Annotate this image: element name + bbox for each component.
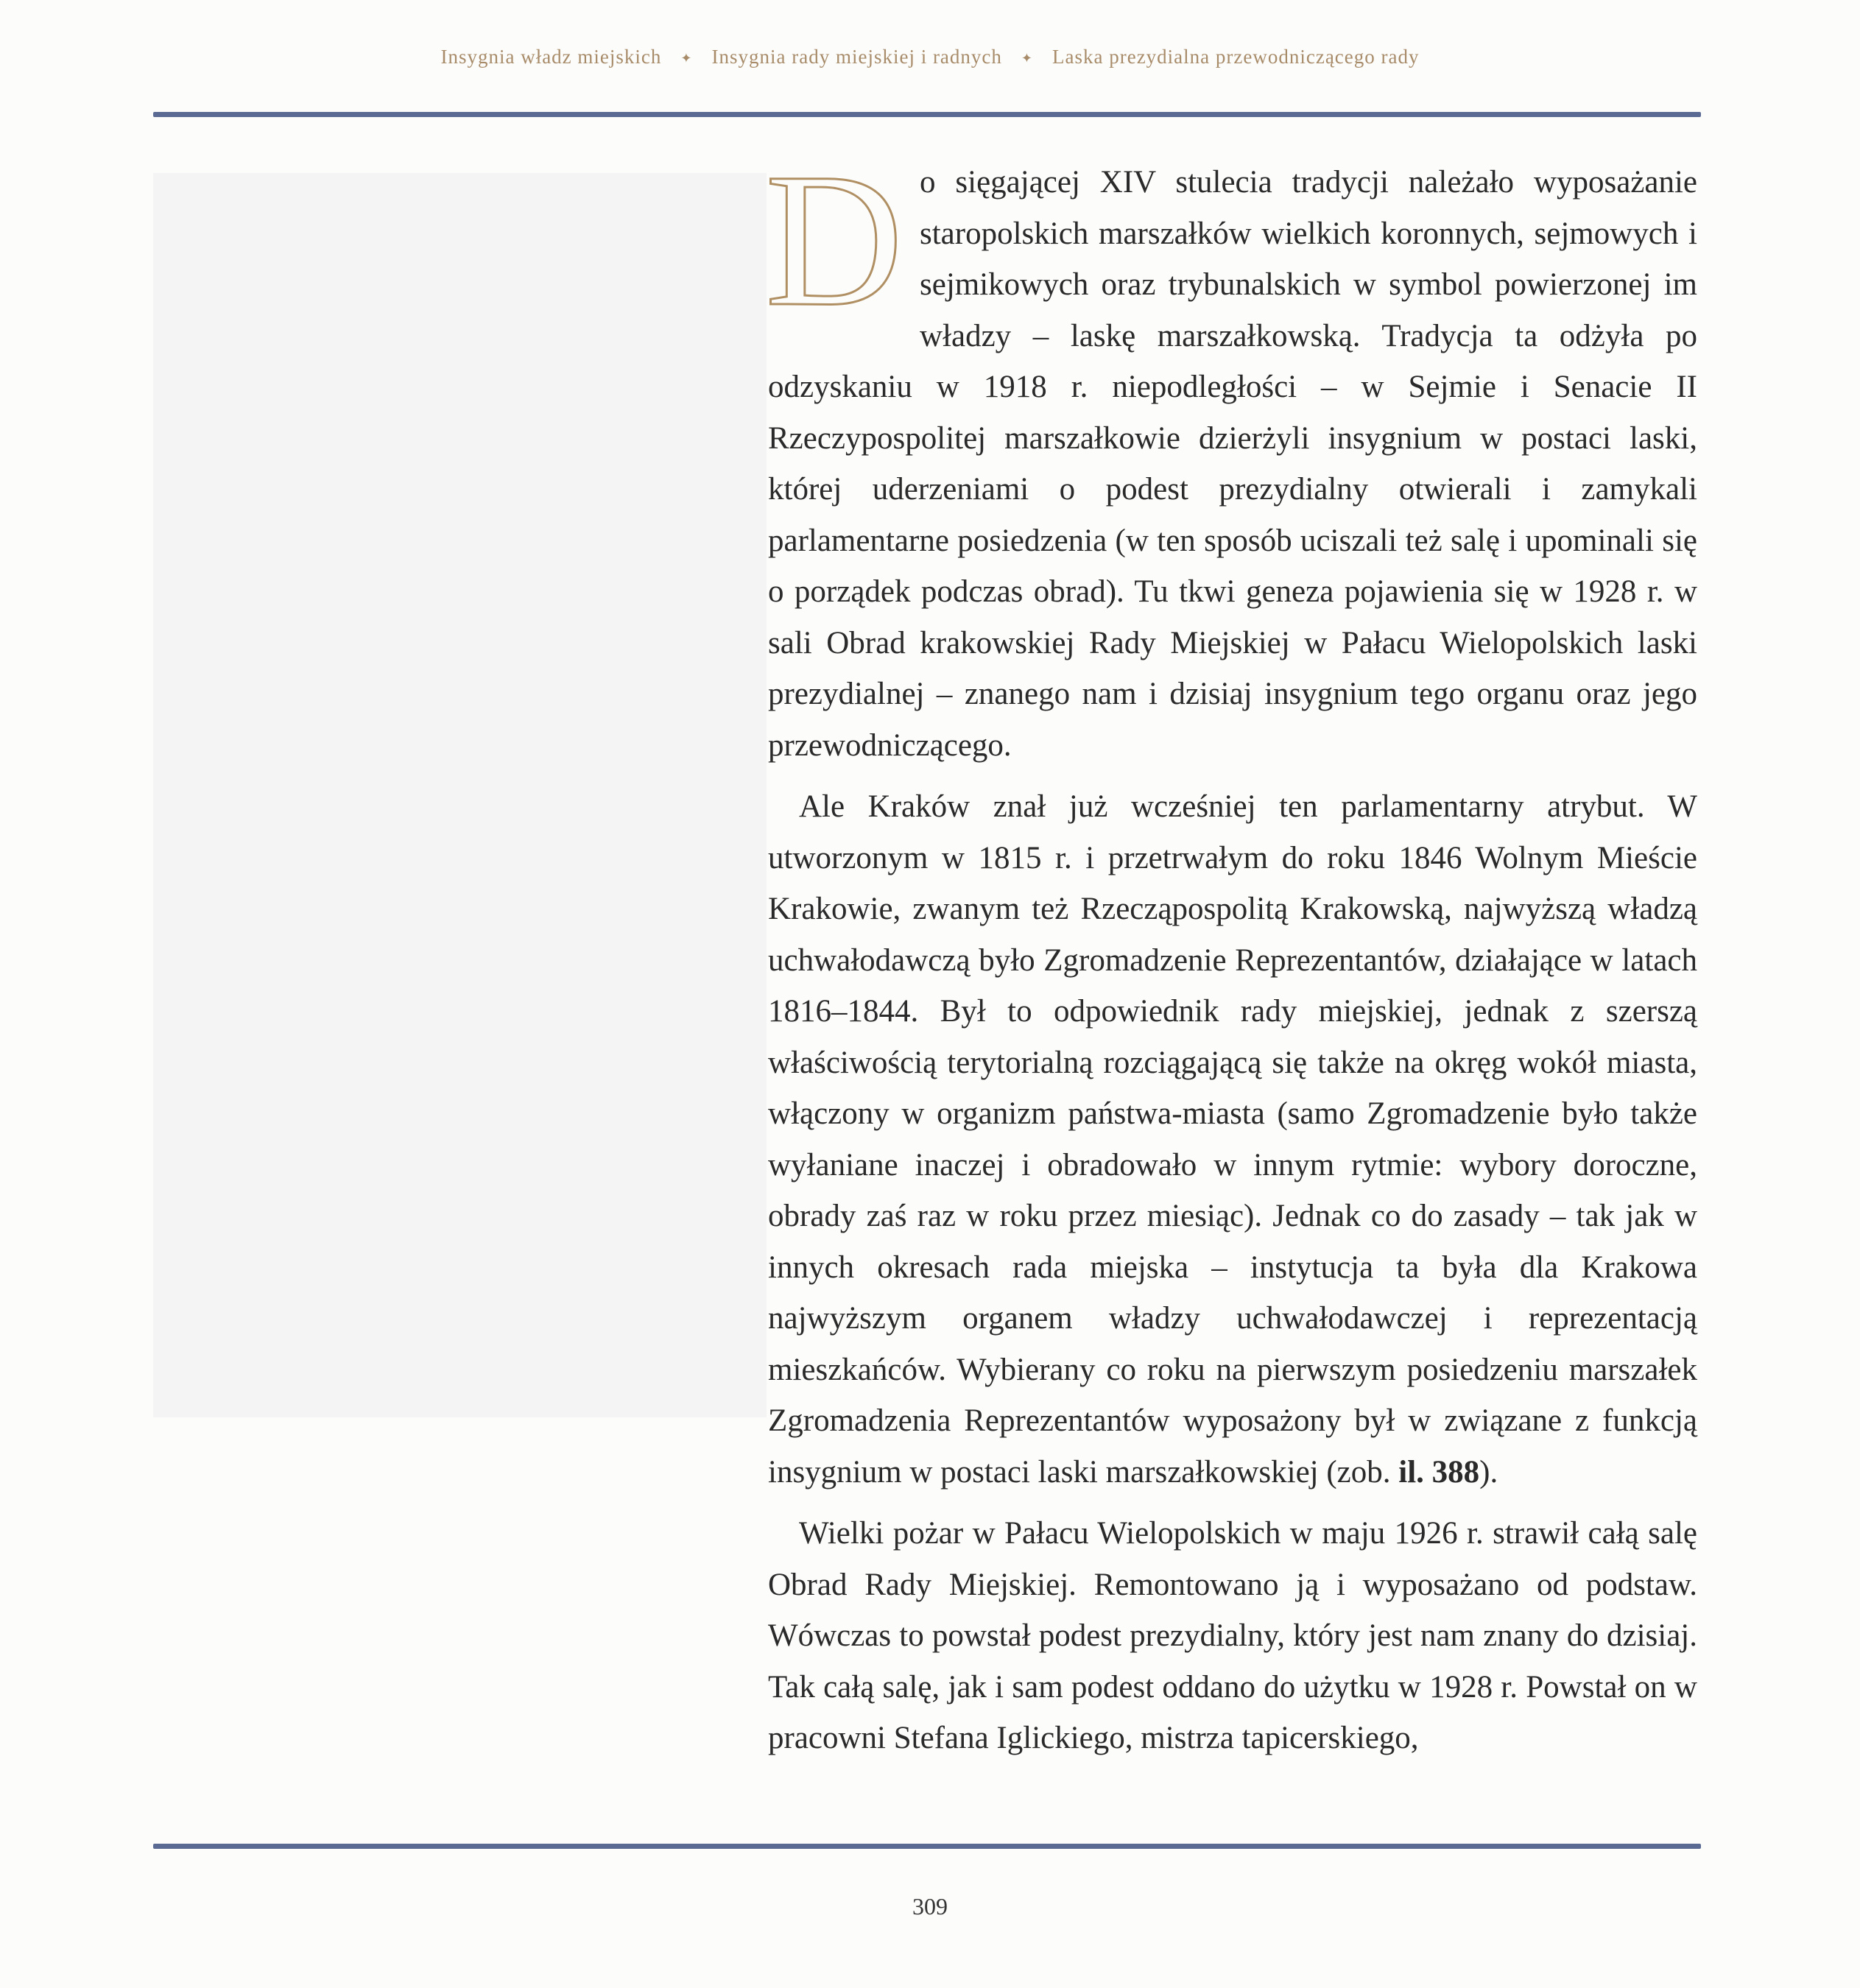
paragraph-3-text: Wielki pożar w Pałacu Wielopolskich w maju 1926 r. strawił całą salę Obrad Rady Miejskiej. Remontowano ją i wyposażano od podstaw. Wówczas to powstał podest prezydialny, który jest nam znany do dzisiaj. Tak całą salę, jak i sam podest oddano do użytku w 1928 r. Powstał on w pracowni Stefana Iglickiego, mistrza tapicerskiego,	[768, 1516, 1697, 1755]
paragraph-1	[765, 157, 1697, 771]
page-number: 309	[912, 1893, 948, 1920]
paragraph-2-text: Ale Kraków znał już wcześniej ten parlamentarny atrybut. W utworzonym w 1815 r. i przetrwałym do roku 1846 Wolnym Mieście Krakowie, zwanym też Rzecząpospolitą Krakowską, najwyższą władzą uchwałodawczą było Zgromadzenie Reprezentantów, działające w latach 1816–1844. Był to odpowiednik rady miejskiej, jednak z szerszą właściwością terytorialną rozciągającą się także na okręg wokół miasta, włączony w organizm państwa-miasta (samo Zgromadzenie było także wyłaniane inaczej i obradowało w innym rytmie: wybory doroczne, obrady zaś raz w roku przez miesiąc). Jednak co do zasady – tak jak w innych okresach rada miejska – instytucja ta była dla Krakowa najwyższym organem władzy uchwałodawczej i reprezentacją mieszkańców. Wybierany co roku na pierwszym posiedzeniu marszałek Zgromadzenia Reprezentantów wyposażony był w związane z funkcją insygnium w postaci laski marszałkowskiej (zob.	[768, 789, 1697, 1490]
body-text	[765, 157, 1697, 1764]
paragraph-1-text: o sięgającej XIV stulecia tradycji należało wyposażanie staropolskich marszałków wielkich koronnych, sejmowych i sejmikowych oraz trybunalskich w symbol powierzonej im władzy – laskę marszałkowską. Tradycja ta odżyła po odzyskaniu w 1918 r. niepodległości – w Sejmie i Senacie II Rzeczypospolitej marszałkowie dzierżyli insygnium w postaci laski, której uderzeniami o podest prezydialny otwierali i zamykali parlamentarne posiedzenia (w ten sposób uciszali też salę i upominali się o porządek podczas obrad). Tu tkwi geneza pojawienia się w 1928 r. w sali Obrad krakowskiej Rady Miejskiej w Pałacu Wielopolskich laski prezydialnej – znanego nam i dzisiaj insygnium tego organu oraz jego przewodniczącego.	[768, 165, 1697, 763]
drop-cap	[765, 163, 905, 314]
paragraph-2-end: ).	[1479, 1454, 1498, 1490]
bottom-rule	[153, 1844, 1701, 1849]
top-rule	[153, 112, 1701, 117]
running-head-part2: Insygnia rady miejskiej i radnych	[711, 46, 1002, 68]
paragraph-3	[768, 1508, 1697, 1764]
running-head-part1: Insygnia władz miejskich	[440, 46, 662, 68]
separator-icon: ✦	[680, 51, 693, 66]
image-placeholder-panel	[153, 173, 767, 1417]
running-head-part3: Laska prezydialna przewodniczącego rady	[1052, 46, 1420, 68]
illustration-reference: il. 388	[1398, 1454, 1480, 1490]
drop-cap-letter: D	[765, 163, 903, 314]
running-head	[0, 46, 1860, 68]
separator-icon: ✦	[1021, 51, 1033, 66]
paragraph-2	[768, 781, 1697, 1498]
